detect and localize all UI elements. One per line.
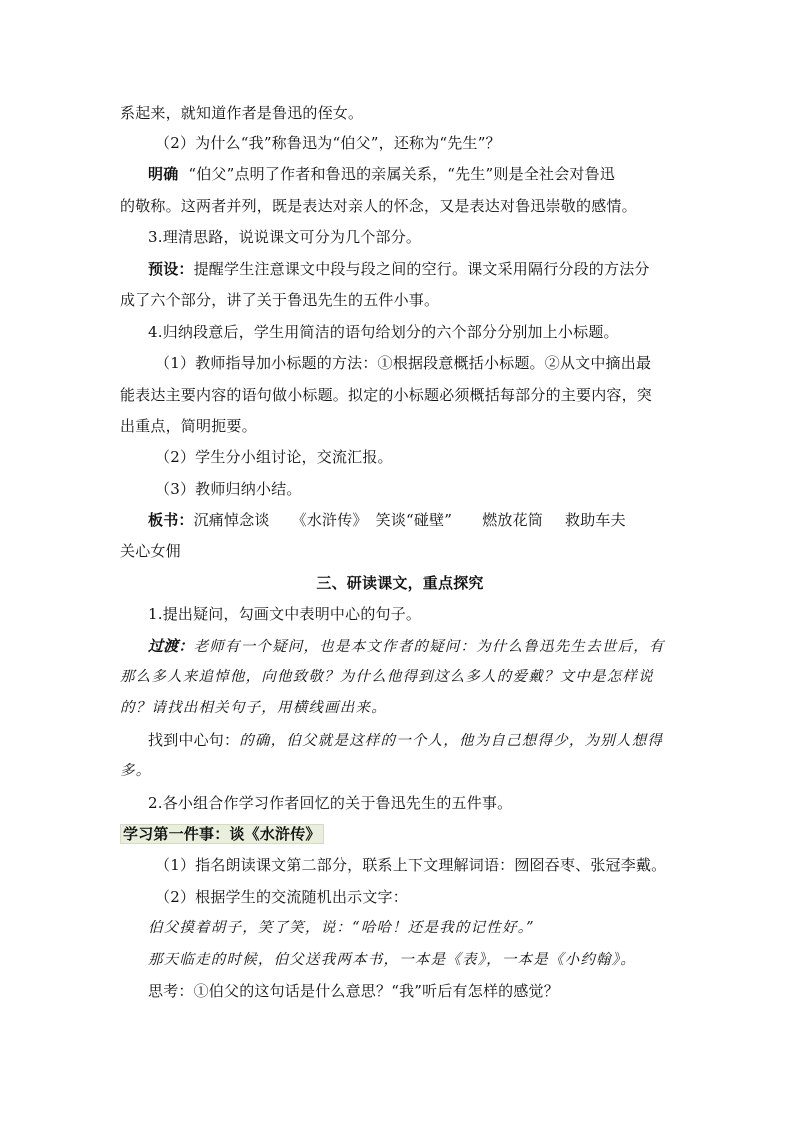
text-line: 出重点，简明扼要。	[120, 417, 257, 435]
text-line: 的敬称。这两者并列，既是表达对亲人的怀念，又是表达对鲁迅崇敬的感情。	[120, 197, 637, 215]
board-item: 关心女佣	[120, 542, 181, 560]
board-item: 沉痛悼念谈	[193, 511, 270, 529]
transition-label: 过渡：	[148, 637, 194, 655]
answer-text: “伯父”点明了作者和鲁迅的亲属关系，“先生”则是全社会对鲁迅	[188, 165, 616, 183]
board-item: 燃放花筒	[482, 511, 543, 529]
central-sentence: 的确，伯父就是这样的一个人，他为自己想得少，为别人想得	[239, 733, 664, 749]
quote-line: 伯父摸着胡子，笑了笑，说：“哈哈！还是我的记性好。”	[148, 920, 535, 936]
text-line: 成了六个部分，讲了关于鲁迅先生的五件小事。	[120, 291, 440, 309]
preset-text: 提醒学生注意课文中段与段之间的空行。课文采用隔行分段的方法分	[193, 260, 650, 278]
step-4: 4.归纳段意后，学生用简洁的语句给划分的六个部分分别加上小标题。	[148, 323, 619, 341]
text-line: 的？请找出相关句子，用横线画出来。	[120, 700, 387, 716]
substep-2: （2）根据学生的交流随机出示文字：	[155, 888, 408, 906]
section-heading: 三、研读课文，重点探究	[316, 574, 484, 592]
central-sentence-line	[148, 729, 680, 752]
text-line: 那么多人来追悼他，向他致敬？为什么他得到这么多人的爱戴？文中是怎样说	[120, 669, 654, 685]
text-line: 多。	[120, 763, 152, 779]
answer-line	[148, 163, 680, 185]
quote-line: 那天临走的时候，伯父送我两本书，一本是《表》，一本是《小约翰》。	[148, 952, 636, 968]
board-item: 救助车夫	[565, 511, 626, 529]
preset-label: 预设：	[148, 260, 194, 278]
board-notes	[148, 509, 680, 531]
substep-1: （1）指名朗读课文第二部分，联系上下文理解词语：囫囵吞枣、张冠李戴。	[155, 856, 667, 874]
board-label: 板书：	[148, 511, 194, 529]
board-item: 笑谈“碰壁”	[375, 511, 453, 529]
subsection-heading	[120, 823, 680, 845]
substep-1: （1）教师指导加小标题的方法：①根据段意概括小标题。②从文中摘出最	[155, 354, 652, 372]
text-line: 系起来，就知道作者是鲁迅的侄女。	[120, 104, 364, 122]
substep-2: （2）学生分小组讨论，交流汇报。	[155, 448, 393, 466]
substep-3: （3）教师归纳小结。	[155, 480, 302, 498]
reflection-question: 思考：①伯父的这句话是什么意思？“我”听后有怎样的感觉？	[148, 982, 559, 1000]
transition-line	[148, 635, 680, 658]
step-3: 3.理清思路，说说课文可分为几个部分。	[148, 228, 422, 246]
text-line: 能表达主要内容的语句做小标题。拟定的小标题必须概括每部分的主要内容，突	[120, 386, 653, 404]
step-2: 2.各小组合作学习作者回忆的关于鲁迅先生的五件事。	[148, 794, 513, 812]
highlighted-heading: 学习第一件事：谈《水浒传》	[120, 824, 324, 844]
question-2: （2）为什么“我”称鲁迅为“伯父”，还称为“先生”？	[155, 134, 501, 152]
central-lead: 找到中心句：	[148, 731, 240, 749]
preset-line	[148, 258, 680, 280]
board-item: 《水浒传》	[291, 511, 368, 529]
transition-text: 老师有一个疑问，也是本文作者的疑问：为什么鲁迅先生去世后，有	[193, 639, 665, 655]
answer-label: 明确	[148, 165, 179, 183]
step-1: 1.提出疑问，勾画文中表明中心的句子。	[148, 605, 422, 623]
